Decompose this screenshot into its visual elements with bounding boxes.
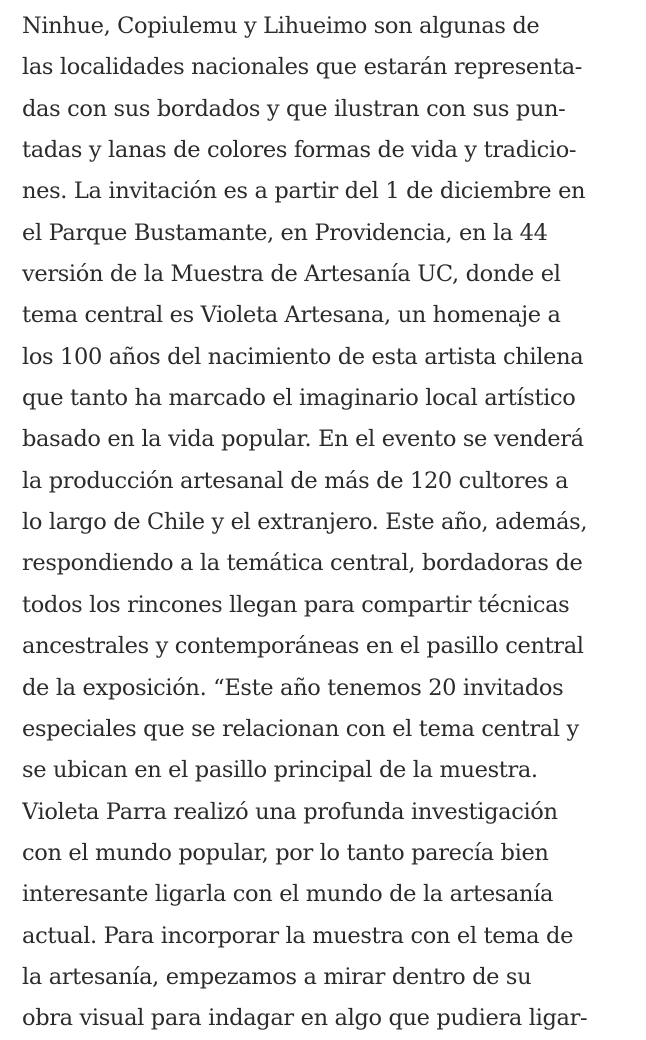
text-line: que tanto ha marcado el imaginario local artístico: [22, 385, 576, 412]
text-line: obra visual para indagar en algo que pudiera ligar-: [22, 1005, 588, 1032]
text-line: tema central es Violeta Artesana, un homenaje a: [22, 302, 561, 329]
text-line: basado en la vida popular. En el evento se venderá: [22, 426, 584, 453]
text-line: los 100 años del nacimiento de esta artista chilena: [22, 343, 584, 370]
text-line: Violeta Parra realizó una profunda investigación: [22, 798, 558, 825]
text-line: interesante ligarla con el mundo de la artesanía: [22, 881, 554, 908]
text-line: Ninhue, Copiulemu y Lihueimo son algunas de: [22, 13, 540, 39]
text-line: la producción artesanal de más de 120 cultores a: [22, 467, 569, 494]
text-line: el Parque Bustamante, en Providencia, en la 44: [22, 219, 548, 246]
text-line: respondiendo a la temática central, bordadoras de: [22, 550, 583, 577]
text-line: todos los rincones llegan para compartir técnicas: [22, 591, 570, 618]
text-line: das con sus bordados y que ilustran con sus pun-: [22, 95, 566, 122]
text-line: se ubican en el pasillo principal de la muestra.: [22, 757, 538, 784]
text-line: ancestrales y contemporáneas en el pasillo central: [22, 633, 584, 660]
text-line: con el mundo popular, por lo tanto parecía bien: [22, 839, 549, 866]
text-line: actual. Para incorporar la muestra con el tema de: [22, 922, 574, 949]
text-line: versión de la Muestra de Artesanía UC, donde el: [22, 261, 561, 288]
text-line: lo largo de Chile y el extranjero. Este año, además,: [22, 509, 588, 536]
text-line: especiales que se relacionan con el tema central y: [22, 715, 579, 742]
text-line: tadas y lanas de colores formas de vida y tradicio-: [22, 137, 577, 164]
text-line: las localidades nacionales que estarán representa-: [22, 54, 583, 81]
text-line: nes. La invitación es a partir del 1 de diciembre en: [22, 178, 586, 205]
article-text-column: [22, 6, 634, 1040]
text-line: de la exposición. “Este año tenemos 20 invitados: [22, 674, 564, 701]
text-line: la artesanía, empezamos a mirar dentro de su: [22, 963, 532, 990]
